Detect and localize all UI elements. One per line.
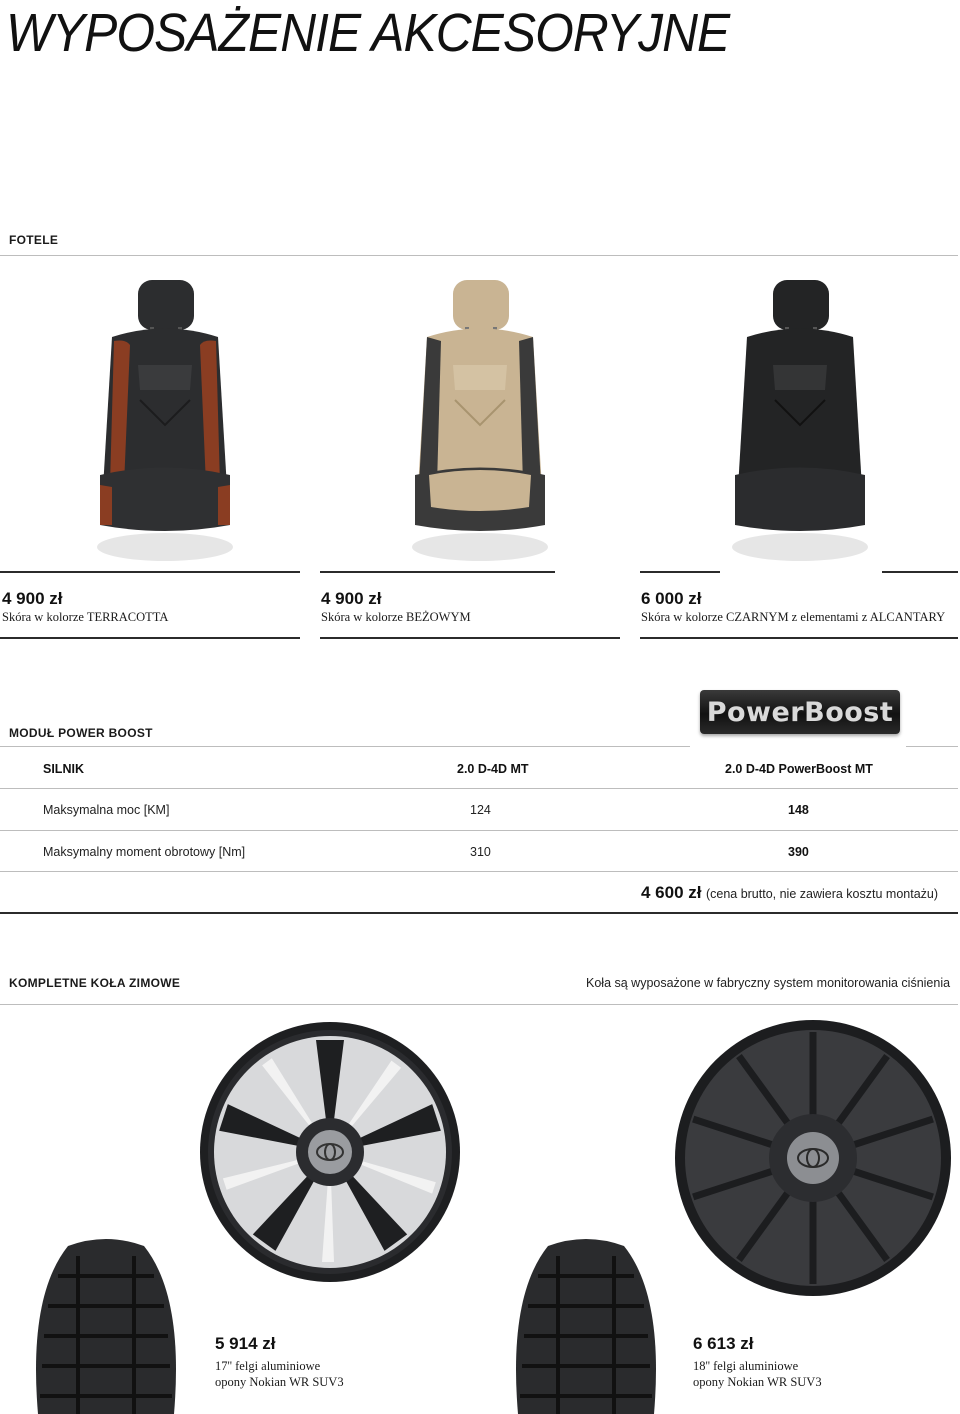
powerboost-price-line (641, 883, 938, 903)
table-cell: 390 (788, 845, 809, 859)
table-row-label: Maksymalny moment obrotowy [Nm] (43, 845, 246, 859)
seat-rule-3a (640, 571, 720, 573)
terracotta-seat (90, 275, 240, 565)
table-rule (0, 871, 958, 872)
table-cell: 310 (470, 845, 491, 859)
seat-description: Skóra w kolorze BEŻOWYM (321, 610, 471, 624)
wheel-rim-desc: 18'' felgi aluminiowe (693, 1359, 799, 1373)
beige-seat (405, 275, 555, 565)
winter-tire-left (18, 1236, 194, 1414)
seat-price: 4 900 zł (2, 589, 63, 608)
powerboost-section-rule-right (906, 746, 958, 747)
powerboost-logo-text: PowerBoost (706, 696, 894, 728)
wheels-section-rule (0, 1004, 958, 1005)
powerboost-price-note: (cena brutto, nie zawiera kosztu montażu) (705, 887, 939, 901)
wheel-tire-desc: opony Nokian WR SUV3 (693, 1375, 822, 1389)
seat-rule-1 (0, 571, 300, 573)
seat-description: Skóra w kolorze TERRACOTTA (2, 610, 169, 624)
wheel-price: 6 613 zł (693, 1334, 754, 1353)
table-rule (0, 788, 958, 789)
powerboost-section-rule (0, 746, 690, 747)
wheels-section-label: KOMPLETNE KOŁA ZIMOWE (9, 976, 181, 990)
seat-bottom-rule-1 (0, 637, 300, 639)
table-rule (0, 830, 958, 831)
wheel-price: 5 914 zł (215, 1334, 276, 1353)
seat-price: 4 900 zł (321, 589, 382, 608)
table-row-label: Maksymalna moc [KM] (43, 803, 170, 817)
seat-rule-2 (320, 571, 555, 573)
black-seat (725, 275, 875, 565)
table-header-powerboost: 2.0 D-4D PowerBoost MT (725, 762, 873, 776)
powerboost-bottom-rule (0, 912, 958, 914)
alloy-wheel-17 (198, 1020, 462, 1284)
table-cell: 124 (470, 803, 491, 817)
page-title: WYPOSAŻENIE AKCESORYJNE (6, 3, 730, 63)
seat-description: Skóra w kolorze CZARNYM z elementami z ALCANTARY (641, 610, 946, 624)
wheel-tire-desc: opony Nokian WR SUV3 (215, 1375, 344, 1389)
powerboost-section-label: MODUŁ POWER BOOST (9, 726, 153, 740)
powerboost-logo (700, 690, 900, 734)
seat-price: 6 000 zł (641, 589, 702, 608)
seat-bottom-rule-2 (320, 637, 620, 639)
seat-rule-3b (882, 571, 958, 573)
seats-section-rule (0, 255, 958, 256)
powerboost-price: 4 600 zł (641, 883, 702, 902)
seats-section-label: FOTELE (9, 233, 59, 247)
alloy-wheel-18 (673, 1018, 953, 1298)
table-header-engine: SILNIK (43, 762, 84, 776)
table-cell: 148 (788, 803, 809, 817)
wheels-note: Koła są wyposażone w fabryczny system monitorowania ciśnienia (586, 976, 951, 990)
wheel-rim-desc: 17'' felgi aluminiowe (215, 1359, 321, 1373)
winter-tire-right (498, 1236, 674, 1414)
table-header-standard: 2.0 D-4D MT (457, 762, 529, 776)
seat-bottom-rule-3 (640, 637, 958, 639)
